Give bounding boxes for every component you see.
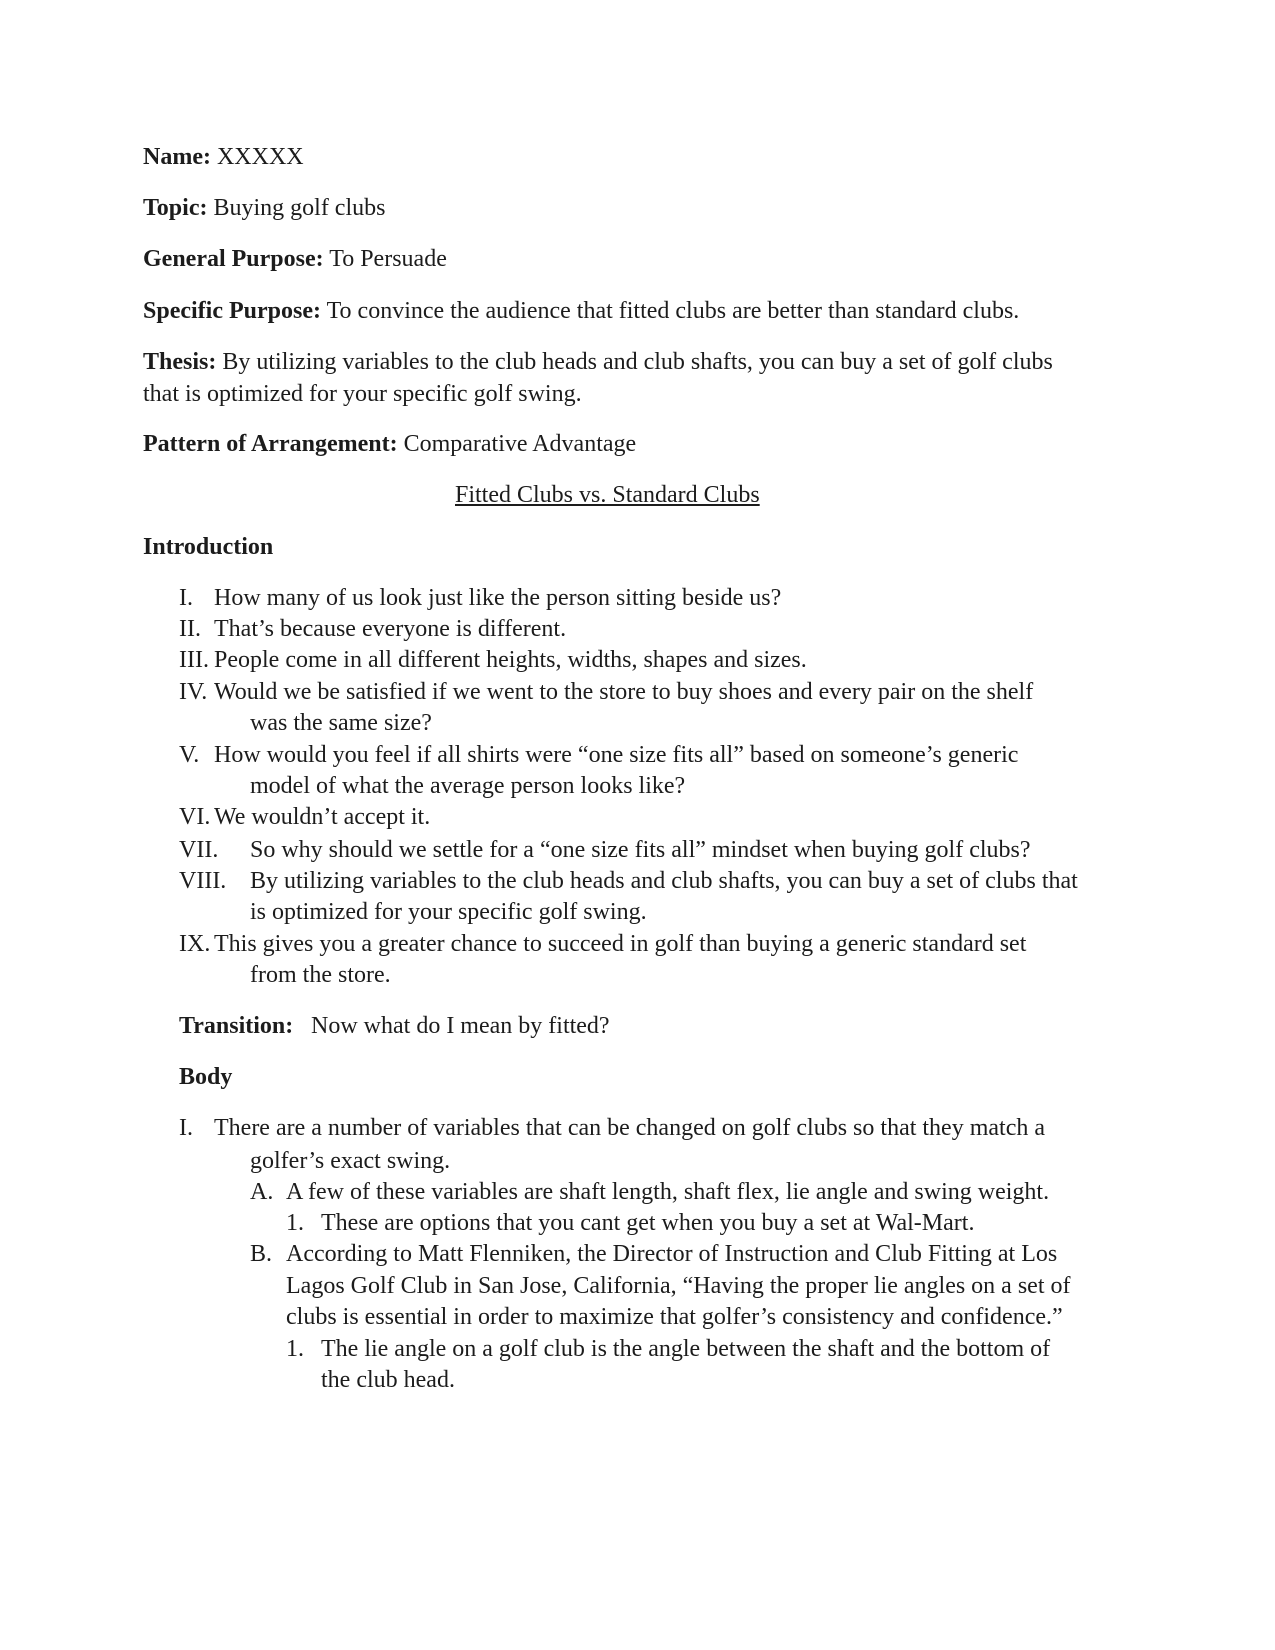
name-label: Name: (143, 144, 211, 170)
topic-value: Buying golf clubs (213, 195, 386, 221)
intro-item-text-cont: was the same size? (250, 710, 432, 736)
topic-field (143, 194, 385, 222)
intro-item-text: By utilizing variables to the club heads and club shafts, you can buy a set of clubs that (250, 868, 1078, 894)
specific-purpose-label: Specific Purpose: (143, 298, 321, 324)
name-field (143, 143, 304, 171)
intro-item-text-cont: from the store. (250, 962, 391, 988)
pattern-value: Comparative Advantage (403, 431, 637, 457)
general-purpose-value: To Persuade (329, 246, 447, 272)
body-item-text: There are a number of variables that can be changed on golf clubs so that they match a (214, 1115, 1045, 1141)
body-heading: Body (179, 1064, 233, 1090)
thesis-field (143, 348, 1053, 376)
body-subsubitem-text: The lie angle on a golf club is the angle between the shaft and the bottom of (321, 1336, 1051, 1362)
body-item-text-cont: golfer’s exact swing. (250, 1148, 451, 1174)
body-subitem-text: According to Matt Flenniken, the Director of Instruction and Club Fitting at Los (286, 1241, 1058, 1267)
body-subsubitem-num: 1. (286, 1210, 304, 1236)
intro-item-text: How would you feel if all shirts were “one size fits all” based on someone’s generic (214, 742, 1019, 768)
intro-item-num: VIII. (179, 868, 227, 894)
thesis-line-2: that is optimized for your specific golf swing. (143, 381, 582, 407)
body-subitem-text: A few of these variables are shaft length, shaft flex, lie angle and swing weight. (286, 1179, 1050, 1205)
intro-item-text: People come in all different heights, widths, shapes and sizes. (214, 647, 807, 673)
intro-item-text-cont: model of what the average person looks like? (250, 773, 686, 799)
transition-label: Transition: (179, 1013, 294, 1039)
body-item-num: I. (179, 1115, 193, 1141)
intro-item-text: This gives you a greater chance to succeed in golf than buying a generic standard set (214, 931, 1027, 957)
thesis-line-1: By utilizing variables to the club heads and club shafts, you can buy a set of golf clubs (222, 349, 1053, 375)
intro-item-text: How many of us look just like the person sitting beside us? (214, 585, 782, 611)
intro-item-num: I. (179, 585, 193, 611)
body-subsubitem-text-cont: the club head. (321, 1367, 455, 1393)
intro-item-num: VII. (179, 837, 219, 863)
intro-item-text: That’s because everyone is different. (214, 616, 567, 642)
specific-purpose-value: To convince the audience that fitted clubs are better than standard clubs. (326, 298, 1020, 324)
body-subitem-text-cont: clubs is essential in order to maximize that golfer’s consistency and confidence.” (286, 1304, 1063, 1330)
body-subitem-text-cont: Lagos Golf Club in San Jose, California, “Having the proper lie angles on a set of (286, 1273, 1071, 1299)
transition-text: Now what do I mean by fitted? (311, 1013, 610, 1039)
intro-item-text: Would we be satisfied if we went to the store to buy shoes and every pair on the shelf (214, 679, 1034, 705)
intro-item-num: VI. (179, 804, 211, 830)
intro-item-num: IV. (179, 679, 208, 705)
pattern-label: Pattern of Arrangement: (143, 431, 398, 457)
intro-item-text: We wouldn’t accept it. (214, 804, 431, 830)
intro-item-num: IX. (179, 931, 211, 957)
name-value: XXXXX (216, 144, 304, 170)
specific-purpose-field (143, 297, 1019, 325)
body-subsubitem-num: 1. (286, 1336, 304, 1362)
intro-item-num: II. (179, 616, 201, 642)
intro-item-num: III. (179, 647, 209, 673)
general-purpose-label: General Purpose: (143, 246, 324, 272)
pattern-field (143, 430, 636, 458)
body-subsubitem-text: These are options that you cant get when you buy a set at Wal-Mart. (321, 1210, 975, 1236)
general-purpose-field (143, 245, 447, 273)
thesis-label: Thesis: (143, 349, 217, 375)
intro-item-num: V. (179, 742, 200, 768)
body-subitem-num: B. (250, 1241, 273, 1267)
introduction-heading: Introduction (143, 534, 274, 560)
topic-label: Topic: (143, 195, 208, 221)
intro-item-text-cont: is optimized for your specific golf swing. (250, 899, 647, 925)
outline-title: Fitted Clubs vs. Standard Clubs (455, 482, 760, 508)
body-subitem-num: A. (250, 1179, 274, 1205)
intro-item-text: So why should we settle for a “one size fits all” mindset when buying golf clubs? (250, 837, 1031, 863)
